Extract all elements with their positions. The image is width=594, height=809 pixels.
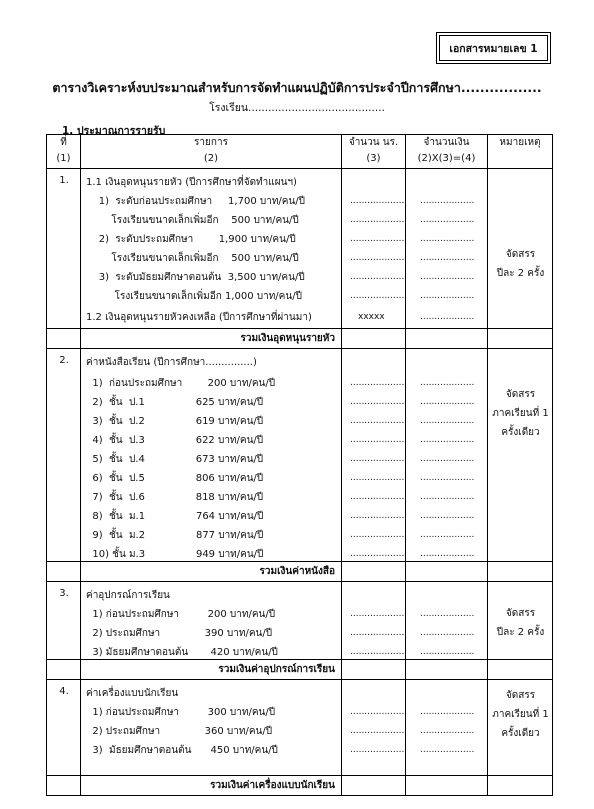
group-3-total-label: รวมเงินค่าอุปกรณ์การเรียน [81,660,342,680]
group-3-remark: จัดสรร ปีละ 2 ครั้ง [488,582,553,660]
group-1-no: 1. [47,169,81,329]
group-1-total-label: รวมเงินอุดหนุนรายหัว [81,329,342,349]
table-row-group-4 [47,680,553,776]
group-3-amounts: ................... ................... ................... [406,582,488,660]
group-1-remark: จัดสรร ปีละ 2 ครั้ง [488,169,553,329]
group-4-no: 4. [47,680,81,776]
header-amount: จำนวนเงิน (2)X(3)=(4) [406,135,488,169]
group-2-items: ค่าหนังสือเรียน (ปีการศึกษา...............) 1) ก่อนประถมศึกษา 200 บาท/คน/ปี 2) ชั้น ป.1 625 บาท/คน/ปี 3) ชั้น ป.2 619 บาท/คน/ปี 4) ชั้น ป.3 622 บาท/คน/ปี 5) ชั้น ป.4 673 บาท/คน/ปี 6) ชั้น ป.5 806 บาท/คน/ปี 7) ชั้น ป.6 818 บาท/คน/ปี 8) ชั้น ม.1 764 บาท/คน/ปี 9) ชั้น ม.2 877 บาท/คน/ปี 10) ชั้น ม.3 949 บาท/คน/ปี [81,349,342,562]
table-row-group-1 [47,169,553,329]
group-1-total-row [47,329,553,349]
budget-table [46,134,553,796]
group-4-total-row [47,776,553,796]
group-3-no: 3. [47,582,81,660]
group-1-amounts: ................... ................... ................... ................... ................... ................... ................... [406,169,488,329]
header-no: ที่ (1) [47,135,81,169]
header-students: จำนวน นร. (3) [342,135,406,169]
section-heading: 1. ประมาณการรายรับ [62,125,166,137]
group-3-students: ................... ................... ................... [342,582,406,660]
group-1-items: 1.1 เงินอุดหนุนรายหัว (ปีการศึกษาที่จัดทำแผนฯ) 1) ระดับก่อนประถมศึกษา 1,700 บาท/คน/ปี โรงเรียนขนาดเล็กเพิ่มอีก 500 บาท/คน/ปี 2) ระดับประถมศึกษา 1,900 บาท/คน/ปี โรงเรียนขนาดเล็กเพิ่มอีก 500 บาท/คน/ปี 3) ระดับมัธยมศึกษาตอนต้น 3,500 บาท/คน/ปี โรงเรียนขนาดเล็กเพิ่มอีก 1,000 บาท/คน/ปี 1.2 เงินอุดหนุนรายหัวคงเหลือ (ปีการศึกษาที่ผ่านมา) [81,169,342,329]
group-2-students: ................... ................... ................... ................... ................... ................... ................... ................... ................... ................... [342,349,406,562]
group-4-total-label: รวมเงินค่าเครื่องแบบนักเรียน [81,776,342,796]
group-3-items: ค่าอุปกรณ์การเรียน 1) ก่อนประถมศึกษา 200 บาท/คน/ปี 2) ประถมศึกษา 390 บาท/คน/ปี 3) มัธยมศึกษาตอนต้น 420 บาท/คน/ปี [81,582,342,660]
header-item: รายการ (2) [81,135,342,169]
group-4-remark: จัดสรร ภาคเรียนที่ 1 ครั้งเดียว [488,680,553,776]
header-remark: หมายเหตุ [488,135,553,169]
table-row-group-2 [47,349,553,562]
group-4-students: ................... ................... ................... [342,680,406,776]
group-2-total-label: รวมเงินค่าหนังสือ [81,562,342,582]
school-name-line: โรงเรียน......................................... [209,102,385,114]
group-4-amounts: ................... ................... ................... [406,680,488,776]
group-2-remark: จัดสรร ภาคเรียนที่ 1 ครั้งเดียว [488,349,553,562]
document-number-label: เอกสารหมายเลข 1 [439,35,548,61]
group-1-students: ................... ................... ................... ................... ................... ................... xxxxx [342,169,406,329]
group-4-items: ค่าเครื่องแบบนักเรียน 1) ก่อนประถมศึกษา 300 บาท/คน/ปี 2) ประถมศึกษา 360 บาท/คน/ปี 3) มัธยมศึกษาตอนต้น 450 บาท/คน/ปี [81,680,342,776]
group-2-no: 2. [47,349,81,562]
group-2-amounts: ................... ................... ................... ................... ................... ................... ................... ................... ................... ................... [406,349,488,562]
page-title: ตารางวิเคราะห์งบประมาณสำหรับการจัดทำแผนปฏิบัติการประจำปีการศึกษา................. [52,80,542,95]
group-3-total-row [47,660,553,680]
table-header-row [47,135,553,169]
group-2-total-row [47,562,553,582]
table-row-group-3 [47,582,553,660]
